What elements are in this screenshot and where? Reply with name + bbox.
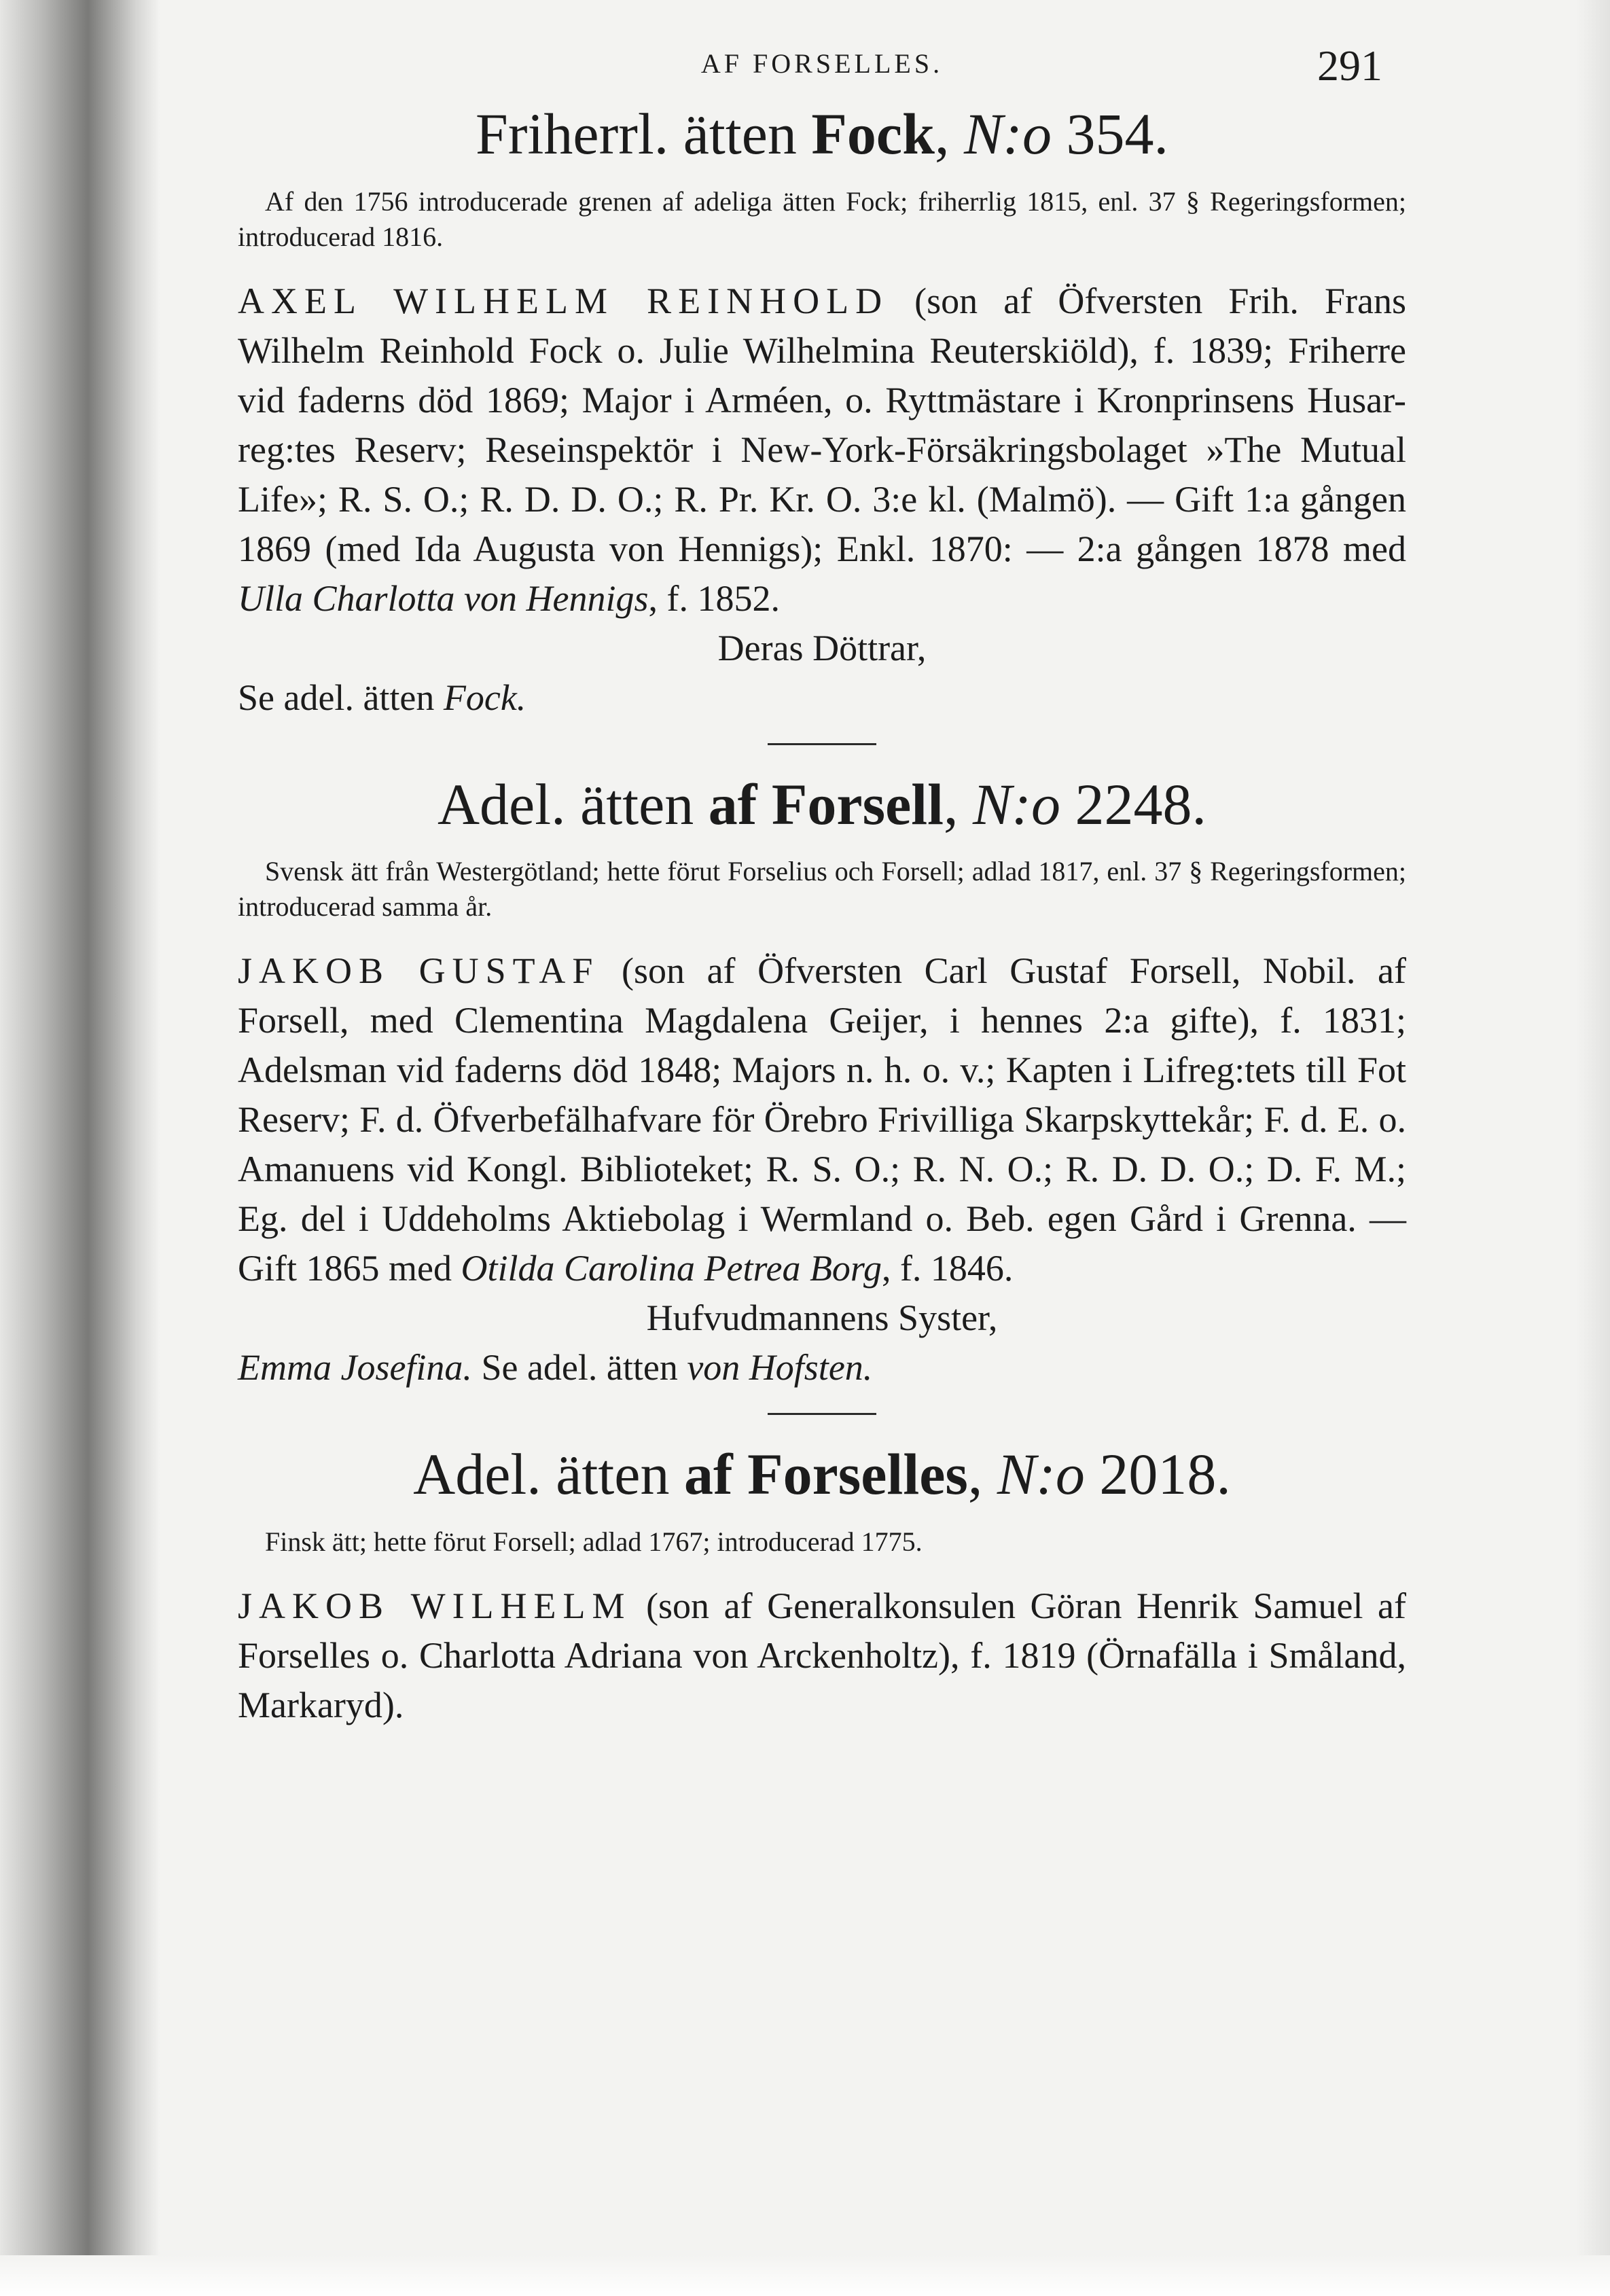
book-page [238,41,1406,1730]
entry-name: JAKOB GUSTAF [238,950,600,992]
page-bottom-edge [0,2255,1610,2296]
genealogy-entry-fock: AXEL WILHELM REINHOLD (son af Öfversten Frih. Frans Wilhelm Reinhold Fock o. Julie Wilhelmina Reuterskiöld), f. 1839; Friherre vid faderns död 1869; Major i Arméen, o. Ryttmästare i Kronprinsens Husar-reg:tes Reserv; Reseinspektör i New-York-Försäkringsbolaget »The Mutual Life»; R. S. O.; R. D. D. O.; R. Pr. Kr. O. 3:e kl. (Malmö). — Gift 1:a gången 1869 (med Ida Augusta von Hennigs); Enkl. 1870: — 2:a gången 1878 med Ulla Charlotta von Hennigs, f. 1852. [238,280,1406,619]
entry-name: JAKOB WILHELM [238,1585,632,1626]
spouse-name: Ulla Charlotta von Hennigs [238,577,649,619]
running-title: AF FORSELLES. [700,48,944,79]
section-heading-af-forselles: Adel. ätten af Forselles, N:o 2018. [413,1441,1231,1507]
section-divider [768,1413,876,1415]
family-intro-af-forselles: Finsk ätt; hette förut Forsell; adlad 1767; introducerad 1775. [265,1526,923,1557]
section-divider [768,743,876,745]
section-heading-fock: Friherrl. ätten Fock, N:o 354. [476,101,1168,166]
sub-heading-syster: Hufvudmannens Syster, [646,1297,998,1339]
family-intro-af-forsell: Svensk ätt från Westergötland; hette förut Forselius och Forsell; adlad 1817, enl. 37 § Regeringsformen; introducerad samma år. [238,856,1406,922]
page-edge-shadow [1576,0,1610,2296]
see-reference-af-forsell: Emma Josefina. Se adel. ätten von Hofsten. [238,1347,873,1388]
entry-name: AXEL WILHELM REINHOLD [238,280,889,321]
section-heading-af-forsell: Adel. ätten af Forsell, N:o 2248. [437,771,1207,837]
book-spine-shadow [0,0,160,2296]
sister-name: Emma Josefina. [238,1347,472,1388]
genealogy-entry-af-forsell: JAKOB GUSTAF (son af Öfversten Carl Gustaf Forsell, Nobil. af Forsell, med Clementina Magdalena Geijer, i hennes 2:a gifte), f. 1831; Adelsman vid faderns död 1848; Majors n. h. o. v.; Kapten i Lifreg:tets till Fot Reserv; F. d. Öfverbefälhafvare för Örebro Frivilliga Skarpskyttekår; F. d. E. o. Amanuens vid Kongl. Biblioteket; R. S. O.; R. N. O.; R. D. D. O.; D. F. M.; Eg. del i Uddeholms Aktiebolag i Wermland o. Beb. egen Gård i Grenna. — Gift 1865 med Otilda Carolina Petrea Borg, f. 1846. [238,950,1406,1289]
family-intro-fock: Af den 1756 introducerade grenen af adeliga ätten Fock; friherrlig 1815, enl. 37 § Regeringsformen; introducerad 1816. [238,185,1406,252]
spouse-name: Otilda Carolina Petrea Borg [461,1248,882,1289]
page-number: 291 [1317,41,1382,90]
running-head [238,41,1406,102]
genealogy-entry-af-forselles: JAKOB WILHELM (son af Generalkonsulen Göran Henrik Samuel af Forselles o. Charlotta Adriana von Arckenholtz), f. 1819 (Örnafälla i Småland, Markaryd). [238,1585,1406,1725]
sub-heading-dottrar: Deras Döttrar, [717,627,927,668]
see-reference-fock: Se adel. ätten Fock. [238,677,526,718]
